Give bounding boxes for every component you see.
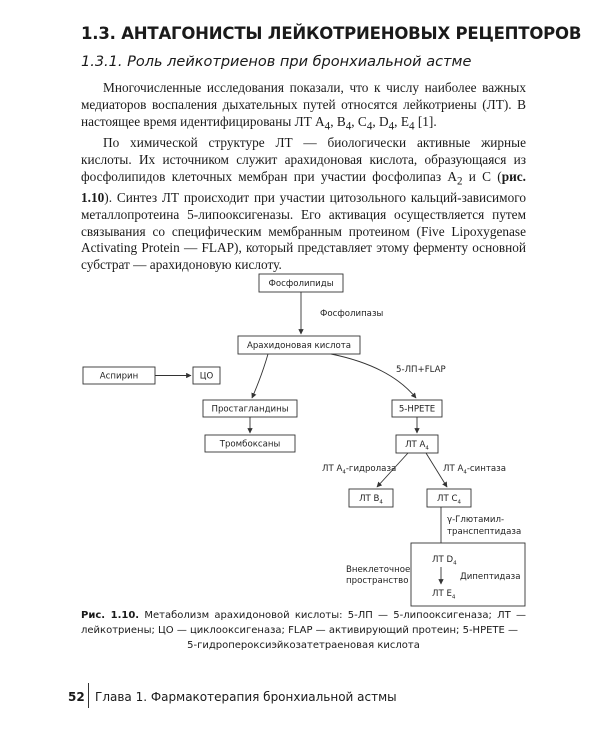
phospholipases-label: Фосфолипазы [320, 309, 384, 319]
extracellular-label-line1: Внеклеточное [346, 565, 411, 575]
p1-text-f: [1]. [414, 113, 437, 129]
p1-text-e: , E [394, 113, 409, 129]
caption-text: Метаболизм арахидоновой кислоты: 5-ЛП — 5-липооксигеназа; ЛТ — лейкотриены; ЦО — циклооксигеназа; FLAP — активирующий протеин; 5-HPETE — [81, 610, 527, 636]
arrow-to-hpete [331, 354, 416, 398]
lp-flap-label: 5-ЛП+FLAP [396, 365, 446, 375]
lte4-label: ЛТ $E_4$ [432, 589, 456, 601]
lta4-label: ЛТ $A_4$ [405, 440, 429, 452]
ggt-label-line2: транспептидаза [447, 527, 522, 537]
p1-sub-5: 4 [408, 120, 415, 133]
figure-reference[interactable]: рис. 1.10 [81, 168, 526, 206]
p1-text-d: , D [372, 113, 389, 129]
p1-sub-4: 4 [388, 120, 395, 133]
p1-text-c: , C [351, 113, 367, 129]
co-label: ЦО [199, 371, 214, 382]
arrow-to-prostaglandins [252, 354, 268, 398]
hydrolase-label: ЛТ $A_4$-гидролаза [322, 464, 397, 476]
thromboxanes-label: Тромбоксаны [219, 439, 281, 450]
caption-label: Рис. 1.10. [81, 610, 140, 621]
p1-sub-1: 4 [324, 120, 331, 133]
figure-caption [81, 608, 526, 653]
p1-sub-2: 4 [345, 120, 352, 133]
prostaglandins-label: Простагландины [211, 404, 289, 415]
subsection-title: 1.3.1. Роль лейкотриенов при бронхиальной астме [81, 54, 472, 70]
footer-divider [88, 683, 89, 708]
section-title: 1.3. АНТАГОНИСТЫ ЛЕЙКОТРИЕНОВЫХ РЕЦЕПТОРОВ [81, 24, 582, 43]
hpete-label: 5-HPETE [398, 404, 436, 415]
arachidonic-acid-label: Арахидоновая кислота [246, 341, 352, 351]
p2-text-c: ). Синтез ЛТ происходит при участии цитозольного кальций-зависимого металлопротеина 5-липооксигеназы. Его активация осуществляется путем связывания со специфическим мембранным протеином (Five Lipoxygenase Activating Protein — FLAP), который представляет этому ферменту основной субстрат — арахидоновую кислоту. [81, 190, 526, 273]
p1-sub-3: 4 [366, 120, 373, 133]
p2-sub-1: 2 [456, 175, 463, 188]
p2-text-b: и C ( [462, 168, 502, 184]
ltd4-label: ЛТ $D_4$ [432, 555, 457, 567]
p1-text-a: Многочисленные исследования показали, что к числу наиболее важных медиаторов воспаления дыхательных путей относятся лейкотриены (ЛТ). В настоящее время идентифицированы ЛТ A [81, 80, 526, 129]
synthase-label: ЛТ $A_4$-синтаза [443, 464, 506, 476]
p2-text-a: По химической структуре ЛТ — биологически активные жирные кислоты. Их источником служит арахидоновая кислота, образующаяся из фосфолипидов клеточных мембран при участии фосфолипаз A [81, 135, 526, 184]
phospholipids-label: Фосфолипиды [268, 279, 334, 289]
ggt-label-line1: γ-Глютамил- [447, 515, 505, 525]
chapter-title: Глава 1. Фармакотерапия бронхиальной астмы [95, 690, 397, 704]
p1-text-b: , B [330, 113, 346, 129]
dipeptidase-label: Дипептидаза [460, 572, 521, 582]
page-number: 52 [68, 690, 85, 704]
caption-text-2: 5-гидропероксиэйкозатетраеновая кислота [187, 640, 420, 651]
aspirin-label: Аспирин [99, 371, 139, 382]
ltb4-label: ЛТ $B_4$ [359, 494, 383, 506]
extracellular-label-line2: пространство [346, 576, 409, 586]
ltc4-label: ЛТ $C_4$ [437, 494, 461, 506]
